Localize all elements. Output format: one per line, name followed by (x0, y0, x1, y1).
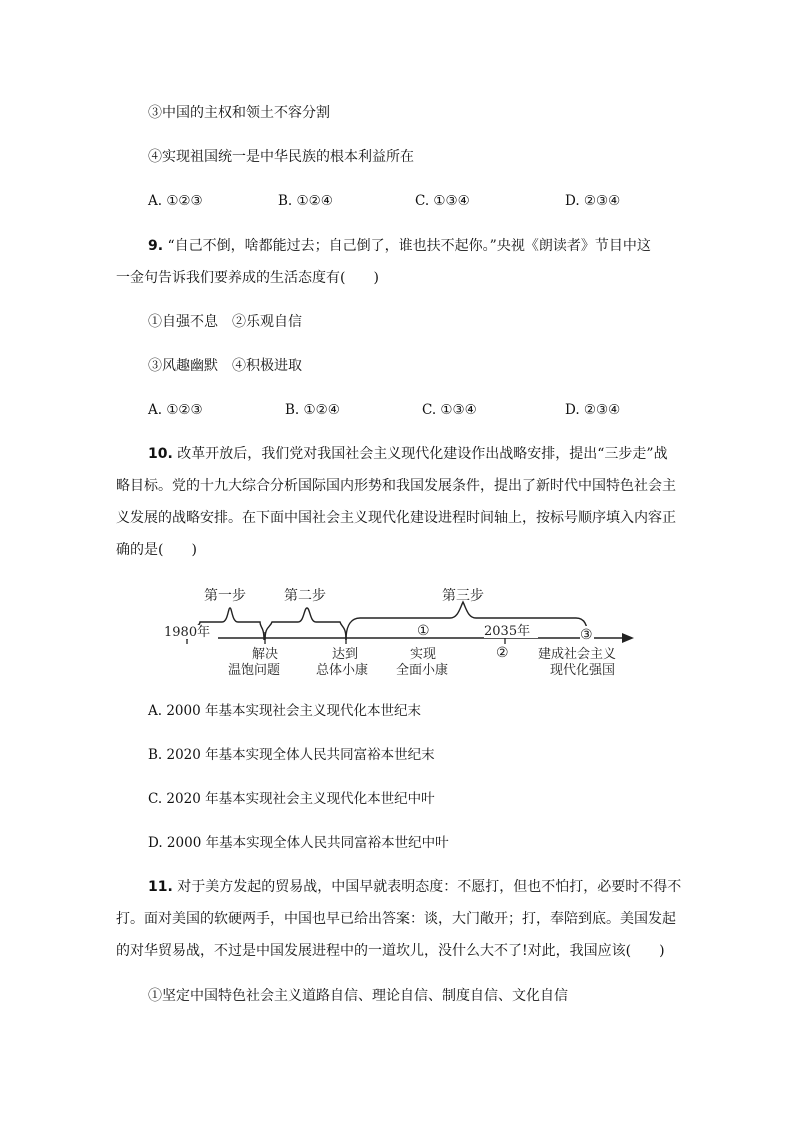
timeline-label-b1: 达到 (332, 647, 359, 662)
timeline-step-1: 第一步 (204, 588, 246, 604)
timeline-label-c1: 实现 (410, 647, 437, 662)
q11-stem-text: 对于美方发起的贸易战，中国早就表明态度：不愿打，但也不怕打，必要时不得不 (177, 879, 682, 895)
q9-items-line-1: ①自强不息 ②乐观自信 (148, 314, 302, 330)
q8-option-d: D. ②③④ (565, 193, 621, 209)
q9-option-c: C. ①③④ (422, 402, 477, 418)
q10-stem-line-4: 确的是( ) (116, 542, 197, 558)
timeline-mark-3: ③ (580, 627, 593, 643)
q10-option-a: A. 2000 年基本实现社会主义现代化本世纪末 (148, 703, 421, 719)
q9-option-a: A. ①②③ (148, 402, 203, 418)
timeline-year-1980: 1980年 (164, 625, 211, 640)
timeline-year-2035: 2035年 (484, 624, 531, 639)
timeline-label-d2: 现代化强国 (550, 663, 616, 678)
q11-stem-line-2: 打。面对美国的软硬两手，中国也早已给出答案：谈，大门敞开；打，奉陪到底。美国发起 (116, 911, 676, 927)
q10-stem-line-1 (148, 444, 668, 464)
q8-option-c: C. ①③④ (415, 193, 470, 209)
q8-option-b: B. ①②④ (278, 193, 333, 209)
brace-step-2 (265, 608, 346, 640)
q11-number: 11. (148, 879, 173, 895)
q9-items-line-2: ③风趣幽默 ④积极进取 (148, 358, 302, 374)
timeline-label-d1: 建成社会主义 (538, 647, 617, 662)
q10-stem-line-3: 义发展的战略安排。在下面中国社会主义现代化建设进程时间轴上，按标号顺序填入内容正 (116, 510, 676, 526)
q10-option-b: B. 2020 年基本实现全体人民共同富裕本世纪末 (148, 747, 435, 763)
q8-option-a: A. ①②③ (148, 193, 203, 209)
timeline-label-a2: 温饱问题 (228, 663, 281, 678)
timeline-mark-1: ① (417, 623, 430, 639)
q10-number: 10. (148, 446, 173, 462)
q9-stem-line-1 (148, 236, 651, 256)
q8-item-3: ③中国的主权和领土不容分割 (148, 105, 330, 121)
q8-item-4: ④实现祖国统一是中华民族的根本利益所在 (148, 149, 414, 165)
q11-stem-line-3: 的对华贸易战，不过是中国发展进程中的一道坎儿，没什么大不了!对此，我国应该( ) (116, 943, 665, 959)
timeline-arrow (622, 633, 634, 643)
timeline-diagram (160, 578, 640, 682)
timeline-mark-2: ② (496, 645, 509, 661)
q10-option-c: C. 2020 年基本实现社会主义现代化本世纪中叶 (148, 791, 435, 807)
brace-step-3 (346, 602, 588, 640)
q9-option-b: B. ①②④ (285, 402, 340, 418)
q10-stem-line-2: 略目标。党的十九大综合分析国际国内形势和我国发展条件，提出了新时代中国特色社会主 (116, 478, 676, 494)
q9-stem-text: “自己不倒，啥都能过去；自己倒了，谁也扶不起你。”央视《朗读者》节目中这 (167, 238, 651, 254)
q9-number: 9. (148, 238, 164, 254)
q9-option-d: D. ②③④ (565, 402, 621, 418)
q11-stem-line-1 (148, 877, 681, 897)
q10-stem-text: 改革开放后，我们党对我国社会主义现代化建设作出战略安排，提出“三步走”战 (177, 446, 668, 462)
timeline-label-a1: 解决 (252, 647, 279, 662)
timeline-label-b2: 总体小康 (316, 663, 369, 678)
q11-item-1: ①坚定中国特色社会主义道路自信、理论自信、制度自信、文化自信 (148, 988, 568, 1004)
q9-stem-line-2: 一金句告诉我们要养成的生活态度有( ) (116, 270, 379, 286)
timeline-step-3: 第三步 (442, 588, 484, 604)
timeline-label-c2: 全面小康 (396, 663, 449, 678)
q10-option-d: D. 2000 年基本实现全体人民共同富裕本世纪中叶 (148, 835, 449, 851)
timeline-step-2: 第二步 (284, 588, 326, 604)
